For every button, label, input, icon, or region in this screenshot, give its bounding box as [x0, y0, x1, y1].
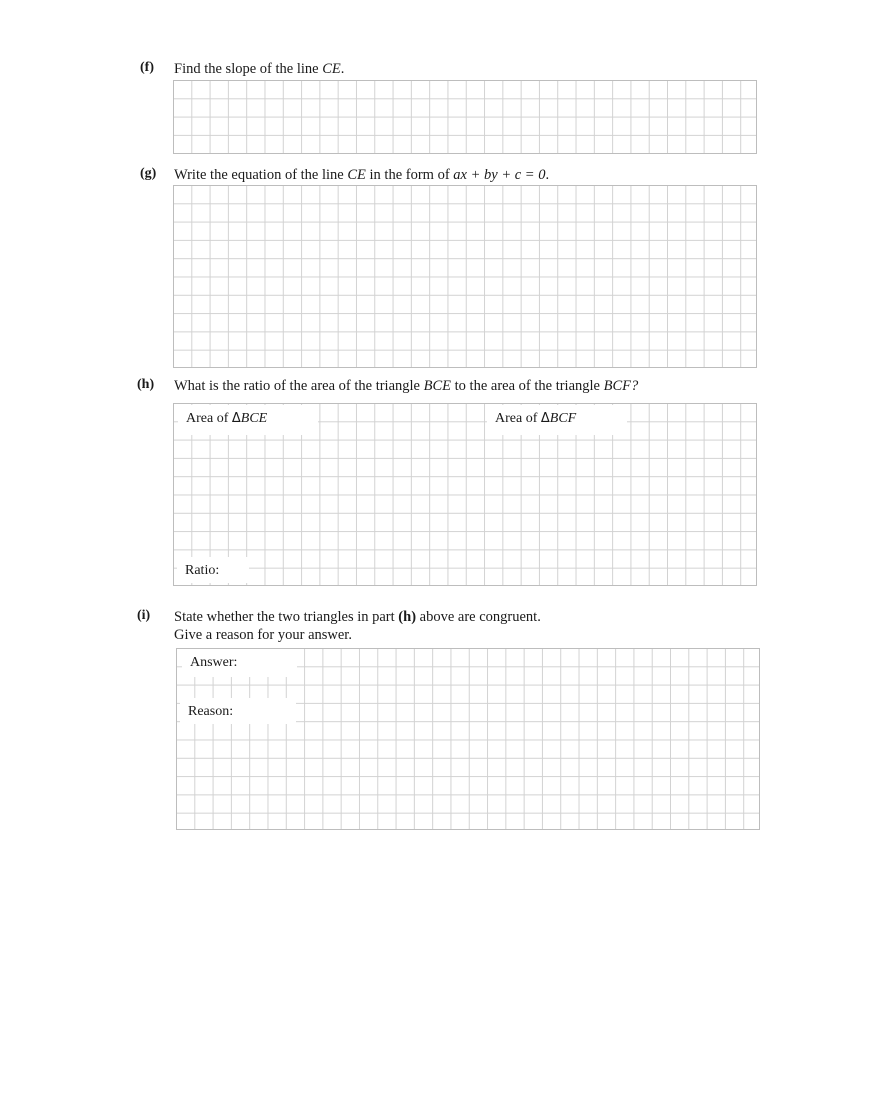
answer-label: Answer: — [182, 649, 297, 677]
area-bcf-label: Area of ΔBCF — [487, 405, 627, 435]
part-f-answer-grid[interactable] — [173, 80, 757, 154]
triangle-symbol: Δ — [231, 411, 241, 426]
area-bce-label: Area of ΔBCE — [178, 405, 318, 435]
part-i-question: State whether the two triangles in part (h) above are congruent. Give a reason for your answer. — [174, 609, 541, 643]
part-i-label: (i) — [137, 608, 151, 623]
part-h-question: What is the ratio of the area of the triangle BCE to the area of the triangle BCF? — [174, 378, 639, 394]
part-f-question: Find the slope of the line CE. — [174, 61, 345, 77]
part-g-label: (g) — [140, 166, 157, 181]
part-g-question: Write the equation of the line CE in the form of ax + by + c = 0. — [174, 167, 550, 183]
part-f-label: (f) — [140, 60, 154, 75]
part-g-answer-grid[interactable] — [173, 185, 757, 368]
triangle-symbol: Δ — [540, 411, 550, 426]
ratio-label: Ratio: — [177, 557, 249, 583]
reason-label: Reason: — [180, 698, 296, 724]
part-h-label: (h) — [137, 377, 155, 392]
